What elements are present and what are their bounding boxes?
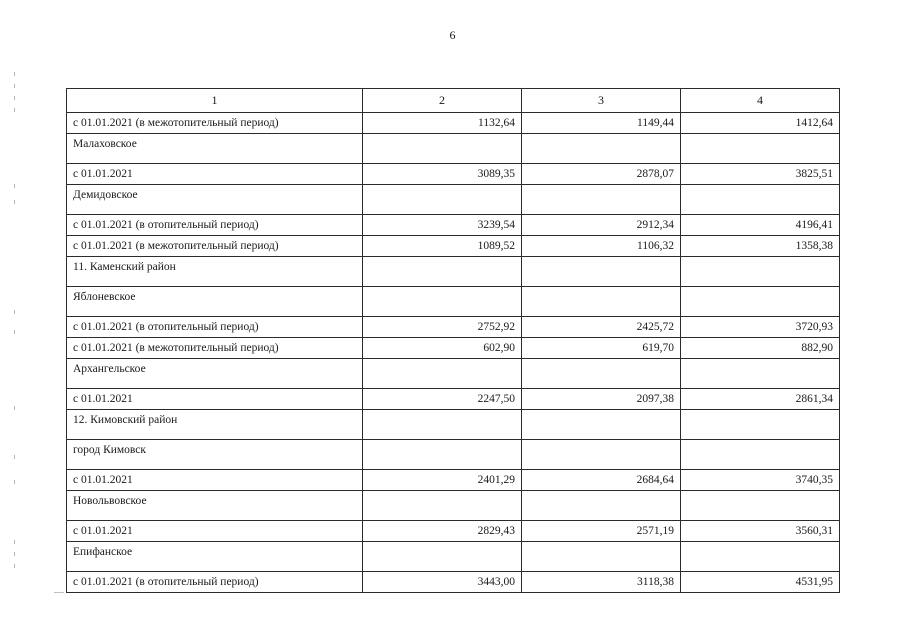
table-header-row xyxy=(67,89,840,113)
table-row xyxy=(67,491,840,521)
value-cell-v4 xyxy=(681,359,840,389)
value-cell-v3: 1106,32 xyxy=(522,236,681,257)
value-cell-v4: 1358,38 xyxy=(681,236,840,257)
table-row xyxy=(67,134,840,164)
value-cell-v3 xyxy=(522,359,681,389)
table-row xyxy=(67,113,840,134)
column-header: 2 xyxy=(363,89,522,113)
table-row xyxy=(67,521,840,542)
value-cell-v2: 2752,92 xyxy=(363,317,522,338)
row-label-cell: 11. Каменский район xyxy=(67,257,363,287)
value-cell-v4: 3560,31 xyxy=(681,521,840,542)
row-label-cell: с 01.01.2021 (в отопительный период) xyxy=(67,215,363,236)
value-cell-v2: 2401,29 xyxy=(363,470,522,491)
value-cell-v3 xyxy=(522,257,681,287)
table-row xyxy=(67,317,840,338)
page-number: 6 xyxy=(449,28,456,42)
value-cell-v2: 3443,00 xyxy=(363,572,522,593)
row-label-cell: Епифанское xyxy=(67,542,363,572)
table-row xyxy=(67,572,840,593)
value-cell-v4: 4531,95 xyxy=(681,572,840,593)
corner-mark xyxy=(54,592,64,593)
value-cell-v2 xyxy=(363,287,522,317)
row-label-cell: город Кимовск xyxy=(67,440,363,470)
table-row xyxy=(67,257,840,287)
value-cell-v3 xyxy=(522,134,681,164)
value-cell-v3 xyxy=(522,440,681,470)
value-cell-v2: 2247,50 xyxy=(363,389,522,410)
value-cell-v2: 2829,43 xyxy=(363,521,522,542)
value-cell-v2: 602,90 xyxy=(363,338,522,359)
value-cell-v4: 2861,34 xyxy=(681,389,840,410)
table-row xyxy=(67,440,840,470)
row-label-cell: Малаховское xyxy=(67,134,363,164)
table-row xyxy=(67,410,840,440)
row-label-cell: с 01.01.2021 xyxy=(67,389,363,410)
value-cell-v3: 619,70 xyxy=(522,338,681,359)
value-cell-v4 xyxy=(681,440,840,470)
value-cell-v4: 3720,93 xyxy=(681,317,840,338)
value-cell-v3: 1149,44 xyxy=(522,113,681,134)
margin-binding-marks xyxy=(14,60,18,620)
row-label-cell: с 01.01.2021 (в отопительный период) xyxy=(67,572,363,593)
table-body xyxy=(67,113,840,593)
row-label-cell: с 01.01.2021 (в межотопительный период) xyxy=(67,236,363,257)
value-cell-v2 xyxy=(363,185,522,215)
value-cell-v3 xyxy=(522,185,681,215)
value-cell-v2: 1089,52 xyxy=(363,236,522,257)
column-header: 3 xyxy=(522,89,681,113)
value-cell-v2: 3089,35 xyxy=(363,164,522,185)
value-cell-v2 xyxy=(363,359,522,389)
row-label-cell: с 01.01.2021 xyxy=(67,164,363,185)
value-cell-v4: 3825,51 xyxy=(681,164,840,185)
value-cell-v3: 2912,34 xyxy=(522,215,681,236)
value-cell-v4: 882,90 xyxy=(681,338,840,359)
value-cell-v3: 2571,19 xyxy=(522,521,681,542)
value-cell-v3: 2425,72 xyxy=(522,317,681,338)
value-cell-v4 xyxy=(681,287,840,317)
row-label-cell: с 01.01.2021 (в отопительный период) xyxy=(67,317,363,338)
value-cell-v4 xyxy=(681,185,840,215)
row-label-cell: 12. Кимовский район xyxy=(67,410,363,440)
value-cell-v2 xyxy=(363,440,522,470)
row-label-cell: с 01.01.2021 (в межотопительный период) xyxy=(67,338,363,359)
value-cell-v4 xyxy=(681,257,840,287)
value-cell-v4 xyxy=(681,491,840,521)
row-label-cell: Новольвовское xyxy=(67,491,363,521)
column-header: 4 xyxy=(681,89,840,113)
value-cell-v2: 1132,64 xyxy=(363,113,522,134)
value-cell-v3 xyxy=(522,287,681,317)
row-label-cell: с 01.01.2021 xyxy=(67,470,363,491)
row-label-cell: Архангельское xyxy=(67,359,363,389)
value-cell-v4: 3740,35 xyxy=(681,470,840,491)
value-cell-v3: 2878,07 xyxy=(522,164,681,185)
table-row xyxy=(67,389,840,410)
column-header: 1 xyxy=(67,89,363,113)
value-cell-v3 xyxy=(522,491,681,521)
table-row xyxy=(67,287,840,317)
value-cell-v4 xyxy=(681,410,840,440)
table-row xyxy=(67,164,840,185)
row-label-cell: Яблоневское xyxy=(67,287,363,317)
value-cell-v4 xyxy=(681,134,840,164)
value-cell-v2 xyxy=(363,134,522,164)
row-label-cell: с 01.01.2021 (в межотопительный период) xyxy=(67,113,363,134)
value-cell-v3: 3118,38 xyxy=(522,572,681,593)
table-row xyxy=(67,470,840,491)
value-cell-v2: 3239,54 xyxy=(363,215,522,236)
value-cell-v4 xyxy=(681,542,840,572)
table-row xyxy=(67,359,840,389)
value-cell-v3 xyxy=(522,542,681,572)
value-cell-v2 xyxy=(363,491,522,521)
value-cell-v3: 2097,38 xyxy=(522,389,681,410)
value-cell-v2 xyxy=(363,257,522,287)
tariff-table xyxy=(66,88,840,593)
value-cell-v2 xyxy=(363,410,522,440)
row-label-cell: с 01.01.2021 xyxy=(67,521,363,542)
value-cell-v3: 2684,64 xyxy=(522,470,681,491)
table-row xyxy=(67,185,840,215)
value-cell-v4: 4196,41 xyxy=(681,215,840,236)
row-label-cell: Демидовское xyxy=(67,185,363,215)
table-row xyxy=(67,542,840,572)
table-row xyxy=(67,215,840,236)
value-cell-v4: 1412,64 xyxy=(681,113,840,134)
table-row xyxy=(67,236,840,257)
table-row xyxy=(67,338,840,359)
value-cell-v2 xyxy=(363,542,522,572)
value-cell-v3 xyxy=(522,410,681,440)
